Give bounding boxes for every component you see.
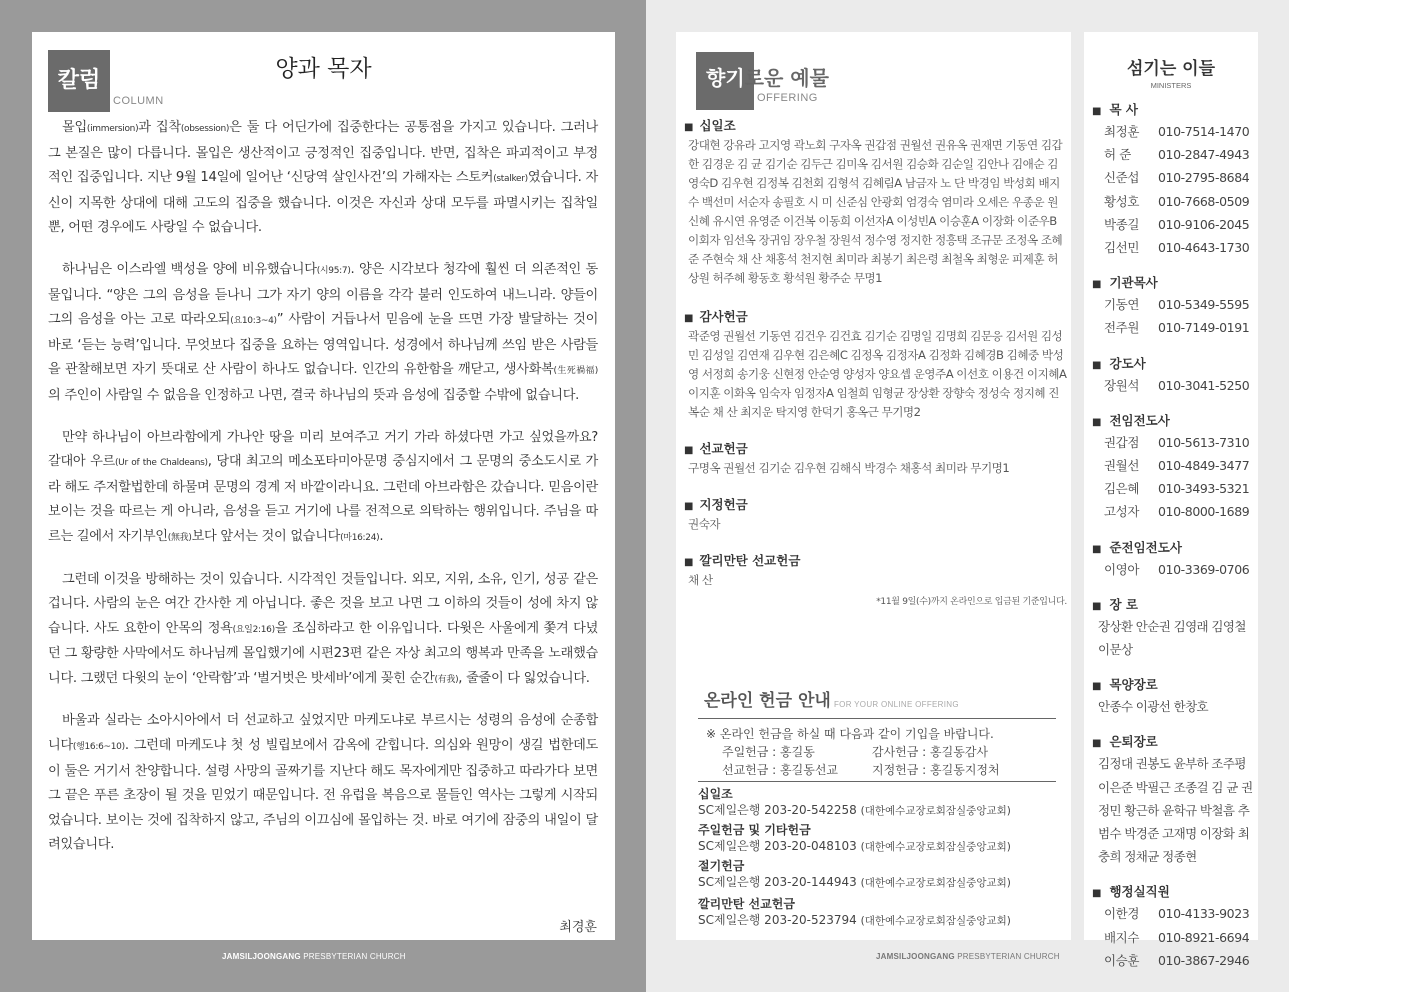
column-paragraph: 몰입(immersion)과 집착(obsession)은 둘 다 어딘가에 집중한다는 공통점을 가지고 있습니다. 그러나 그 본질은 많이 다릅니다. 몰입은 생산적이고 긍정적인 집중입니다. 반면, 집착은 파괴적이고 부정적인 집중입니다. 지난 9월 14일에 일어난 ‘신당역 살인사건’의 가해자는 스토커(stalker)였습니다. 자신이 지목한 상대에 대해 고도의 집중을 했습니다. 이것은 자신과 상대 모두를 파멸시키는 집착일 뿐, 어떤 경우에도 사랑일 수 없습니다.	[48, 120, 598, 236]
column-panel	[32, 32, 615, 940]
offering-list	[684, 116, 1067, 607]
footer-rest: PRESBYTERIAN CHURCH	[300, 952, 406, 961]
offering-names: 곽준영 권월선 기동연 김건우 김건효 김기순 김명일 김명희 김문응 김서원 김성민 김성일 김연재 김우현 김은혜C 김정옥 김정자A 김정화 김혜경B 김혜중 박성영 서정희 송기웅 신현정 안순영 양성자 양요셉 운영주A 이선호 이용건 이지혜A 이지훈 이화옥 임숙자 임정자A 임철희 임형균 장상환 장향숙 정성숙 정지혜 진복순 채 산 최지운 탁지영 한덕기 홍옥근 무기명2	[688, 329, 1067, 419]
example-item: 감사헌금 : 홍길동감사	[872, 745, 989, 759]
divider	[698, 781, 1056, 782]
offering-section-title: ■ 감사헌금	[684, 307, 1067, 325]
minister-row: 전주원 010-7149-0191	[1104, 320, 1250, 336]
minister-category: ■ 장 로	[1092, 595, 1258, 613]
offering-panel	[676, 32, 1071, 940]
minister-row: 이영아 010-3369-0706	[1104, 561, 1250, 577]
offering-section-title: ■ 깔리만탄 선교헌금	[684, 551, 1067, 569]
account-item	[698, 896, 1056, 929]
footer-right	[876, 952, 1060, 961]
column-badge-subtitle: COLUMN	[113, 95, 164, 107]
minister-category: ■ 행정실직원	[1092, 882, 1258, 900]
account-title: 깔리만탄 선교헌금	[698, 897, 795, 911]
minister-category: ■ 전임전도사	[1092, 411, 1258, 429]
column-author: 최경훈	[559, 920, 597, 935]
minister-row: 배지수 010-8921-6694	[1104, 929, 1250, 945]
example-item: 주일헌금 : 홍길동	[722, 745, 815, 759]
minister-row: 장원석 010-3041-5250	[1104, 377, 1250, 393]
account-title: 절기헌금	[698, 859, 745, 873]
ministers-subtitle: MINISTERS	[1150, 81, 1192, 90]
column-paragraph: 하나님은 이스라엘 백성을 양에 비유했습니다(시95:7). 양은 시각보다 청각에 훨씬 더 의존적인 동물입니다. “양은 그의 음성을 듣나니 그가 자기 양의 이름을 각각 불러 인도하여 내느니라. 양들이 그의 음성을 아는 고로 따라오되(요10:3~4)” 사람이 거듭나서 믿음에 눈을 뜨면 가장 발달하는 것이 바로 ‘듣는 능력’입니다. 무엇보다 집중을 요하는 영역입니다. 성경에서 하나님께 쓰임 받은 사람들을 관찰해보면 자기 뜻대로 산 사람이 하나도 없습니다. 인간의 유한함을 깨닫고, 생사화복(生死禍福)의 주인이 사람일 수 없음을 인정하고 나면, 결국 하나님의 뜻과 음성에 집중할 수밖에 없습니다.	[48, 261, 599, 403]
offering-badge-text: 향기	[706, 66, 745, 90]
offering-names: 강대현 강유라 고지영 곽노회 구자옥 권갑점 권월선 권유옥 권재면 기동연 김갑한 김경운 김 균 김기순 김두근 김미옥 김서원 김승화 김순일 김안나 김애순 김영숙D 김우현 김정복 김천회 김형석 김혜림A 남금자 노 단 박경임 박성회 배지수 백선미 서순자 송필호 시 미 신준심 안광회 엄경숙 염미라 오세은 우종운 원신혜 유시연 유영준 이건복 이동희 이선자A 이성빈A 이승훈A 이장화 이준우B 이회자 임선옥 장귀임 장우철 장원석 정수영 정지한 정흥택 조규문 조정옥 조혜준 주현숙 채 산 채홍석 천지현 최미라 최봉기 최은령 최철옥 최형운 피제훈 허상원 허주혜 황동호 황석원 황주순 무명1	[688, 138, 1063, 285]
footer-rest: PRESBYTERIAN CHURCH	[954, 952, 1060, 961]
divider	[698, 718, 1056, 719]
offering-badge-subtitle: OFFERING	[757, 92, 818, 104]
account-number: SC제일은행 203-20-144943	[698, 875, 857, 889]
account-number: SC제일은행 203-20-523794	[698, 913, 857, 927]
offering-names: 권숙자	[688, 517, 721, 531]
minister-names: 김정대 권봉도 윤부하 조주평 이은준 박필근 조종걸 김 균 권정민 황근하 윤학규 박철흠 추범수 박경준 고재명 이장화 최충희 정채균 정종현	[1098, 756, 1253, 865]
offering-note: *11월 9일(수)까지 온라인으로 입금된 기준입니다.	[876, 597, 1067, 607]
online-offering-examples	[722, 743, 1022, 779]
account-number: SC제일은행 203-20-542258	[698, 803, 857, 817]
column-paragraph: 그런데 이것을 방해하는 것이 있습니다. 시각적인 것들입니다. 외모, 지위, 소유, 인기, 성공 같은 겁니다. 사람의 눈은 여간 간사한 게 아닙니다. 좋은 것을 보고 나면 그 이하의 것들이 성에 차지 않습니다. 사도 요한이 안목의 정욕(요일2:16)을 조심하라고 한 이유입니다. 다윗은 사울에게 쫓겨 다녔던 그 황량한 사막에서도 하나님께 몰입했기에 시편23편 같은 자상 최고의 행복과 만족을 노래했습니다. 그랬던 다윗의 눈이 ‘안락함’과 ‘벌거벗은 밧세바’에게 꽂힌 순간(有我), 줄줄이 다 잃었습니다.	[48, 571, 599, 686]
account-holder: (대한예수교장로회잠실중앙교회)	[860, 805, 1011, 817]
account-item	[698, 822, 1056, 855]
minister-row: 기동연 010-5349-5595	[1104, 297, 1250, 313]
minister-row: 고성자 010-8000-1689	[1104, 504, 1250, 520]
margin-background	[1289, 0, 1403, 992]
column-body	[48, 116, 598, 875]
account-title: 주일헌금 및 기타헌금	[698, 823, 811, 837]
minister-row: 신준섭 010-2795-8684	[1104, 170, 1250, 186]
account-item	[698, 858, 1056, 891]
minister-row: 황성호 010-7668-0509	[1104, 193, 1250, 209]
column-paragraph: 만약 하나님이 아브라함에게 가나안 땅을 미리 보여주고 거기 가라 하셨다면 가고 싶었을까요? 갈대아 우르(Ur of the Chaldeans), 당대 최고의 메소포타미아문명 중심지에서 그 문명의 중소도시로 가라 해도 주저할법한데 하물며 문명의 경계 저 바깥이라니요. 그런데 아브라함은 갔습니다. 믿음이란 보이는 것을 따르는 게 아니라, 음성을 듣고 거기에 나를 전적으로 의탁하는 행위입니다. 주님을 따르는 길에서 자기부인(無我)보다 앞서는 것이 없습니다(마16:24).	[48, 429, 598, 544]
footer-brand: JAMSILJOONGANG	[876, 952, 955, 961]
account-title: 십일조	[698, 787, 733, 801]
offering-names: 구명옥 권월선 김기순 김우현 김해식 박경수 채홍석 최미라 무기명1	[688, 461, 1010, 475]
offering-names: 채 산	[688, 573, 713, 587]
ministers-list	[1092, 100, 1258, 972]
offering-badge-rest: 로운 예물	[744, 66, 829, 90]
minister-category: ■ 목 사	[1092, 100, 1258, 118]
account-holder: (대한예수교장로회잠실중앙교회)	[860, 915, 1011, 927]
online-offering-desc: ※ 온라인 헌금을 하실 때 다음과 같이 기입을 바랍니다.	[706, 727, 994, 741]
minister-row: 허 준 010-2847-4943	[1104, 147, 1250, 163]
minister-row: 권갑점 010-5613-7310	[1104, 434, 1250, 450]
ministers-title: 섬기는 이들	[1126, 59, 1216, 79]
minister-row: 박종길 010-9106-2045	[1104, 216, 1250, 232]
minister-names: 장상환 안순권 김영래 김영철 이문상	[1098, 618, 1246, 658]
ministers-panel	[1084, 32, 1258, 968]
minister-row: 이승훈 010-3867-2946	[1104, 952, 1250, 968]
minister-category: ■ 기관목사	[1092, 273, 1258, 291]
minister-category: ■ 은퇴장로	[1092, 732, 1258, 750]
minister-row: 최정훈 010-7514-1470	[1104, 124, 1250, 139]
column-paragraph: 바울과 실라는 소아시아에서 더 선교하고 싶었지만 마케도냐로 부르시는 성령의 음성에 순종합니다(행16:6~10). 그런데 마케도냐 첫 성 빌립보에서 감옥에 갇힙니다. 의심와 원망이 생길 법한데도 이 둘은 거기서 찬양합니다. 설령 사망의 골짜기를 지난다 해도 목자에게만 집중하고 따라가다 보면 그 끝은 푸른 초장이 될 것을 믿었기 때문입니다. 전 유럽을 복음으로 물들인 역사는 그렇게 시작되었습니다. 보이는 것에 집착하지 않고, 주님의 이끄심에 몰입하는 것. 바로 여기에 잠중의 내일이 달려있습니다.	[48, 713, 598, 853]
account-item	[698, 786, 1056, 819]
footer-left	[222, 952, 406, 961]
footer-brand: JAMSILJOONGANG	[222, 952, 301, 961]
minister-category: ■ 강도사	[1092, 354, 1258, 372]
online-offering-subtitle: FOR YOUR ONLINE OFFERING	[834, 700, 959, 709]
offering-section-title: ■ 선교헌금	[684, 439, 1067, 457]
column-title: 양과 목자	[275, 56, 372, 82]
example-item: 지정헌금 : 홍길동지정처	[872, 763, 1000, 777]
example-item: 선교헌금 : 홍길동선교	[722, 763, 839, 777]
minister-row: 김선민 010-4643-1730	[1104, 240, 1250, 256]
offering-section-title: ■ 십일조	[684, 116, 1067, 134]
column-badge: 칼럼	[48, 50, 110, 112]
minister-category: ■ 준전임전도사	[1092, 538, 1258, 556]
offering-section-title: ■ 지정헌금	[684, 495, 1067, 513]
account-number: SC제일은행 203-20-048103	[698, 839, 857, 853]
account-holder: (대한예수교장로회잠실중앙교회)	[860, 841, 1011, 853]
account-holder: (대한예수교장로회잠실중앙교회)	[860, 877, 1011, 889]
minister-row: 김은혜 010-3493-5321	[1104, 481, 1250, 497]
minister-names: 안종수 이광선 한창호	[1098, 699, 1209, 715]
minister-row: 이한경 010-4133-9023	[1104, 906, 1250, 922]
minister-row: 권월선 010-4849-3477	[1104, 458, 1250, 474]
online-offering-title: 온라인 헌금 안내	[704, 691, 831, 711]
minister-category: ■ 목양장로	[1092, 675, 1258, 693]
